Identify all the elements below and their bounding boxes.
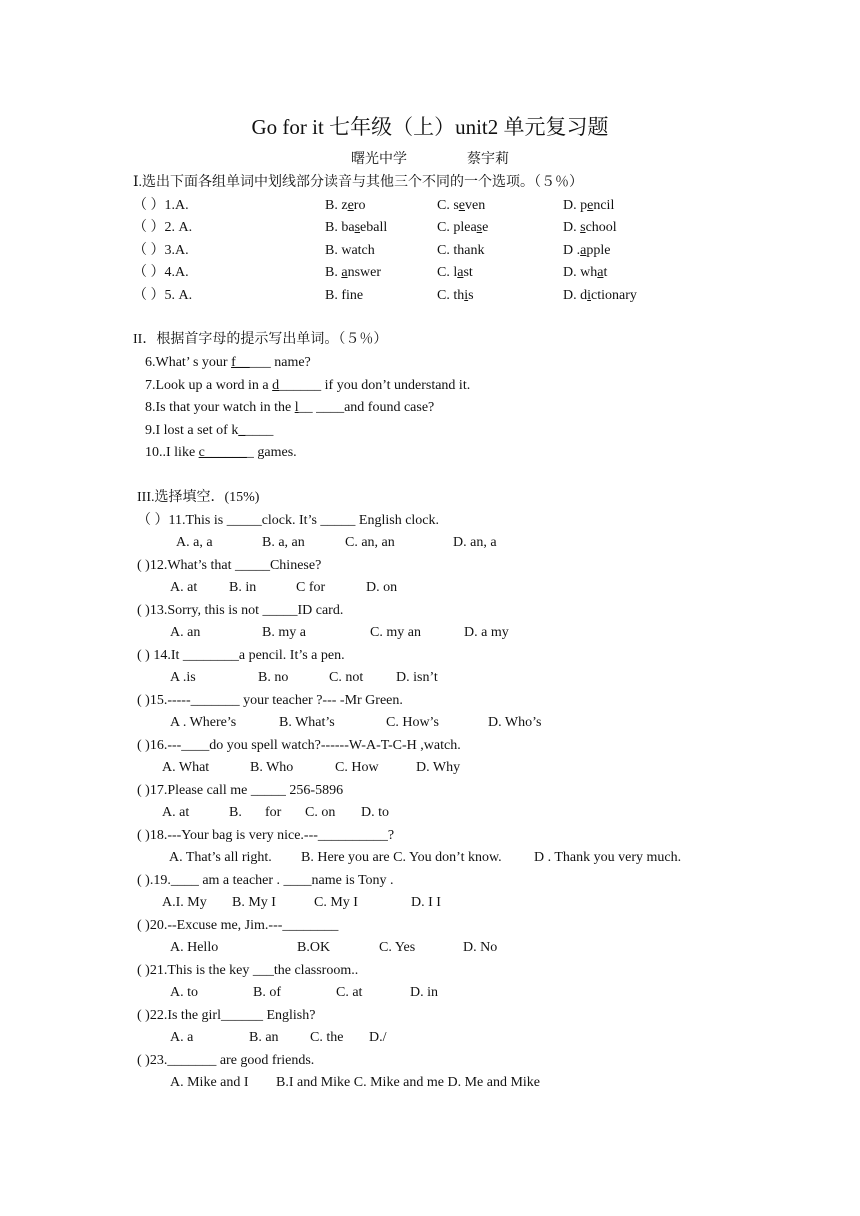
section2-heading: II．根据首字母的提示写出单词。（５％）	[133, 332, 388, 347]
question-17-option: C. on	[305, 805, 336, 820]
section3-heading: III.选择填空．(15%)	[137, 490, 260, 505]
question-13-option: D. a my	[464, 625, 509, 640]
question-16-option: D. Why	[416, 760, 461, 775]
question-21-stem: ( )21.This is the key ___the classroom..	[137, 963, 359, 978]
option-text: D.	[563, 220, 581, 235]
option-text: s	[468, 288, 474, 303]
q7-rest: ______ if you don’t understand it.	[279, 378, 471, 393]
question-18-stem: ( )18.---Your bag is very nice.---__________?	[137, 828, 395, 843]
section1-row-5-option-c	[437, 286, 474, 306]
option-text: D. d	[563, 288, 588, 303]
question-14-option: A .is	[170, 670, 196, 685]
underlined-letter: e	[458, 198, 466, 213]
author-name: 蔡宇莉	[467, 152, 509, 167]
q9-blank: _	[238, 423, 246, 438]
question-22-stem: ( )22.Is the girl______ English?	[137, 1008, 316, 1023]
underlined-letter: s	[354, 220, 361, 235]
question-11-option: C. an, an	[345, 535, 395, 550]
q10-text: 10..I like	[145, 445, 199, 460]
underlined-letter: a	[341, 265, 348, 280]
question-18-option: D . Thank you very much.	[534, 850, 682, 865]
question-13-option: B. my a	[262, 625, 306, 640]
option-text: D. wh	[563, 265, 598, 280]
question-18-option: B. Here you are C. You don’t know.	[301, 850, 502, 865]
section1-row-4-option-c	[437, 263, 473, 283]
section1-row-3-option-c	[437, 241, 484, 261]
section1-row-5-number: （ ）5. A.	[133, 288, 193, 303]
question-22-option: A. a	[170, 1030, 194, 1045]
question-20-option: C. Yes	[379, 940, 416, 955]
underlined-letter: s	[476, 220, 483, 235]
question-19-option: C. My I	[314, 895, 358, 910]
q8-rest: __ ____and found case?	[298, 400, 435, 415]
question-23-stem: ( )23._______ are good friends.	[137, 1053, 315, 1068]
section1-row-4-number: （ ）4.A.	[133, 265, 189, 280]
question-20-stem: ( )20.--Excuse me, Jim.---________	[137, 918, 339, 933]
q10-rest: _ games.	[246, 445, 297, 460]
question-15-stem: ( )15.-----_______ your teacher ?--- -Mr Green.	[137, 693, 403, 708]
question-22-option: D./	[369, 1030, 387, 1045]
question-6	[145, 353, 311, 373]
question-9	[145, 421, 273, 441]
question-16-option: C. How	[335, 760, 379, 775]
option-text: st	[463, 265, 473, 280]
option-text: B. ba	[325, 220, 355, 235]
section1-row-2-option-b	[325, 218, 387, 238]
document-byline	[0, 150, 860, 170]
q6-blank: f__	[231, 355, 250, 370]
option-text: t	[603, 265, 608, 280]
question-12-option: C for	[296, 580, 326, 595]
option-text: B. watch	[325, 243, 375, 258]
q7-blank: d	[272, 378, 280, 393]
school-name: 曙光中学	[351, 152, 407, 167]
section1-row-3-option-b	[325, 241, 375, 261]
question-19-option: D. I I	[411, 895, 441, 910]
question-17-option: B.	[229, 805, 242, 820]
question-15-option: B. What’s	[279, 715, 335, 730]
option-text: B. fine	[325, 288, 364, 303]
option-text: ctionary	[591, 288, 637, 303]
section1-heading: Ⅰ.选出下面各组单词中划线部分读音与其他三个不同的一个选项。（５％）	[133, 175, 584, 190]
option-text: C. th	[437, 288, 465, 303]
option-text: ncil	[593, 198, 615, 213]
underlined-letter: e	[347, 198, 354, 213]
question-8	[145, 398, 434, 418]
question-18-option: A. That’s all right.	[169, 850, 272, 865]
question-20-option: A. Hello	[170, 940, 219, 955]
underlined-letter: a	[580, 243, 587, 258]
q9-rest: ____	[245, 423, 274, 438]
option-text: B. z	[325, 198, 348, 213]
question-13-option: A. an	[170, 625, 201, 640]
q9-text: 9.I lost a set of k	[145, 423, 239, 438]
section1-row-5-option-d	[563, 286, 637, 306]
option-text: C. l	[437, 265, 458, 280]
question-12-option: D. on	[366, 580, 398, 595]
question-16-option: A. What	[162, 760, 210, 775]
question-12-option: A. at	[170, 580, 198, 595]
question-7	[145, 376, 470, 396]
question-11-stem: （ ）11.This is _____clock. It’s _____ English clock.	[137, 513, 440, 528]
question-16-option: B. Who	[250, 760, 294, 775]
question-15-option: C. How’s	[386, 715, 439, 730]
underlined-letter: s	[580, 220, 586, 235]
option-text: C. plea	[437, 220, 477, 235]
option-text: e	[482, 220, 489, 235]
section1-row-3-number: （ ）3.A.	[133, 243, 189, 258]
option-text: chool	[585, 220, 617, 235]
question-21-option: C. at	[336, 985, 363, 1000]
option-text: D .	[563, 243, 581, 258]
section1-row-2-option-c	[437, 218, 488, 238]
q6-text: 6.What’ s your	[145, 355, 232, 370]
question-14-option: C. not	[329, 670, 364, 685]
option-text: eball	[360, 220, 388, 235]
underlined-letter: a	[457, 265, 464, 280]
question-21-option: A. to	[170, 985, 198, 1000]
question-21-option: B. of	[253, 985, 281, 1000]
question-13-stem: ( )13.Sorry, this is not _____ID card.	[137, 603, 344, 618]
section1-row-1-number: （ ）1.A.	[133, 198, 189, 213]
option-text: ven	[465, 198, 486, 213]
section1-row-1-option-c	[437, 196, 485, 216]
question-17-option: D. to	[361, 805, 389, 820]
question-15-option: A . Where’s	[170, 715, 237, 730]
question-15-option: D. Who’s	[488, 715, 542, 730]
q7-text: 7.Look up a word in a	[145, 378, 273, 393]
section1-row-4-option-d	[563, 263, 607, 283]
question-22-option: B. an	[249, 1030, 279, 1045]
underlined-letter: i	[464, 288, 469, 303]
question-14-option: D. isn’t	[396, 670, 438, 685]
document-title: Go for it 七年级（上）unit2 单元复习题	[251, 115, 609, 139]
question-12-stem: ( )12.What’s that _____Chinese?	[137, 558, 322, 573]
option-text: pple	[586, 243, 611, 258]
section1-row-3-option-d	[563, 241, 610, 261]
underlined-letter: i	[587, 288, 592, 303]
question-12-option: B. in	[229, 580, 257, 595]
underlined-letter: e	[587, 198, 594, 213]
question-20-option: B.OK	[297, 940, 331, 955]
question-10	[145, 443, 297, 463]
option-text: C. thank	[437, 243, 485, 258]
question-17-option: A. at	[162, 805, 190, 820]
question-13-option: C. my an	[370, 625, 421, 640]
question-14-option: B. no	[258, 670, 289, 685]
question-14-stem: ( ) 14.It ________a pencil. It’s a pen.	[137, 648, 345, 663]
section1-row-1-option-b	[325, 196, 365, 216]
option-text: D. p	[563, 198, 588, 213]
question-11-option: A. a, a	[176, 535, 213, 550]
section1-row-1-option-d	[563, 196, 614, 216]
section1-row-4-option-b	[325, 263, 381, 283]
question-19-option: A.I. My	[162, 895, 207, 910]
q6-rest: ___ name?	[249, 355, 311, 370]
question-11-option: B. a, an	[262, 535, 305, 550]
question-11-option: D. an, a	[453, 535, 497, 550]
question-17-option: for	[265, 805, 282, 820]
q8-blank: l	[294, 400, 299, 415]
q10-blank: c______	[198, 445, 247, 460]
question-17-stem: ( )17.Please call me _____ 256-5896	[137, 783, 344, 798]
section1-row-2-option-d	[563, 218, 617, 238]
question-21-option: D. in	[410, 985, 438, 1000]
option-text: nswer	[347, 265, 381, 280]
section1-row-5-option-b	[325, 286, 363, 306]
question-16-stem: ( )16.---____do you spell watch?------W-A-T-C-H ,watch.	[137, 738, 461, 753]
question-22-option: C. the	[310, 1030, 344, 1045]
option-text: ro	[353, 198, 366, 213]
question-23-option: A. Mike and I	[170, 1075, 249, 1090]
underlined-letter: a	[597, 265, 604, 280]
question-19-option: B. My I	[232, 895, 276, 910]
section1-row-2-number: （ ）2. A.	[133, 220, 193, 235]
question-19-stem: ( ).19.____ am a teacher . ____name is Tony .	[137, 873, 394, 888]
option-text: B.	[325, 265, 342, 280]
option-text: C. s	[437, 198, 459, 213]
question-23-option: B.I and Mike C. Mike and me D. Me and Mike	[276, 1075, 541, 1090]
q8-text: 8.Is that your watch in the	[145, 400, 295, 415]
question-20-option: D. No	[463, 940, 498, 955]
